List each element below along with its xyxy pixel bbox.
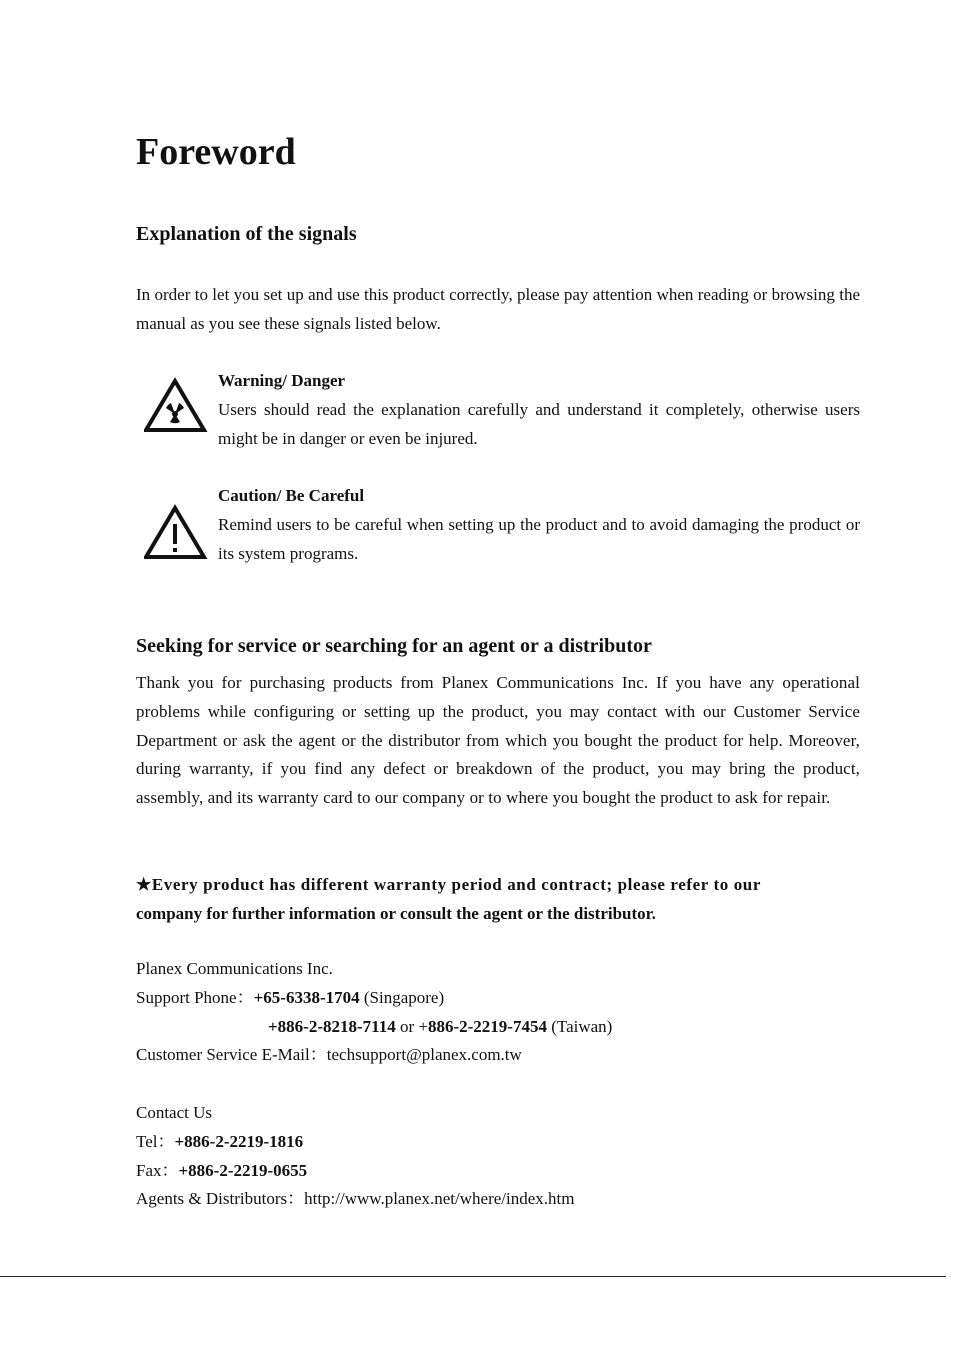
email-address[interactable]: techsupport@planex.com.tw <box>326 1045 522 1065</box>
service-body: Thank you for purchasing products from Planex Communications Inc. If you have any operational problems while configuring or setting up the product, you may contact with our Customer Service Department or ask the agent or the distributor from which you bought the product for help. Moreover, during warranty, if you find any defect or breakdown of the product, you may bring the product, assembly, and its warranty card to our company or to where you bought the product to ask for repair. <box>136 673 860 808</box>
fax-line <box>136 1157 860 1186</box>
warning-text <box>218 367 860 453</box>
company-name: Planex Communications Inc. <box>136 959 333 978</box>
support-or: or + <box>395 1016 428 1036</box>
warning-description: Users should read the explanation carefully and understand it completely, otherwise users might be in danger or even be injured. <box>218 399 860 448</box>
support-phone-singapore: +65-6338-1704 <box>253 987 360 1007</box>
email-line <box>136 1041 860 1070</box>
warning-label: Warning/ Danger <box>218 371 346 390</box>
warranty-note-line2: company for further information or consult the agent or the distributor. <box>136 904 656 923</box>
signals-heading: Explanation of the signals <box>136 223 357 245</box>
caution-description: Remind users to be careful when setting up the product and to avoid damaging the product or its system programs. <box>218 514 860 563</box>
support-contact-block <box>136 955 860 1070</box>
warning-signal <box>136 367 860 457</box>
tel-line <box>136 1128 860 1157</box>
warranty-note <box>136 870 860 928</box>
service-heading: Seeking for service or searching for an agent or a distributor <box>136 635 652 657</box>
agents-label: Agents & Distributors： <box>136 1189 305 1209</box>
support-phone-taiwan-line <box>136 1013 860 1042</box>
caution-text <box>218 482 860 568</box>
support-phone-taiwan-2: 886-2-2219-7454 <box>427 1016 547 1036</box>
agents-line <box>136 1185 860 1214</box>
support-singapore-region: (Singapore) <box>359 987 445 1007</box>
agents-url-link[interactable]: http://www.planex.net/where/index.htm <box>304 1189 575 1209</box>
fax-number: +886-2-2219-0655 <box>178 1160 308 1180</box>
support-phone-line <box>136 984 860 1013</box>
tel-label: Tel： <box>136 1131 175 1151</box>
fax-label: Fax： <box>136 1160 179 1180</box>
support-taiwan-region: (Taiwan) <box>546 1016 613 1036</box>
caution-icon <box>144 504 208 560</box>
warranty-note-line1: ★Every product has different warranty period and contract; please refer to our <box>136 875 762 894</box>
contact-us-block <box>136 1099 860 1214</box>
support-phone-taiwan-1: +886-2-8218-7114 <box>268 1016 396 1036</box>
tel-number: +886-2-2219-1816 <box>174 1131 304 1151</box>
email-label: Customer Service E-Mail： <box>136 1045 327 1065</box>
caution-signal <box>136 482 860 572</box>
warning-danger-icon <box>144 377 208 433</box>
caution-label: Caution/ Be Careful <box>218 486 365 505</box>
footer-divider <box>0 1276 946 1277</box>
signals-intro: In order to let you set up and use this product correctly, please pay attention when reading or browsing the manual as you see these signals listed below. <box>136 285 860 333</box>
contact-us-heading: Contact Us <box>136 1103 213 1122</box>
page-title: Foreword <box>136 131 296 173</box>
support-phone-label: Support Phone： <box>136 987 254 1007</box>
